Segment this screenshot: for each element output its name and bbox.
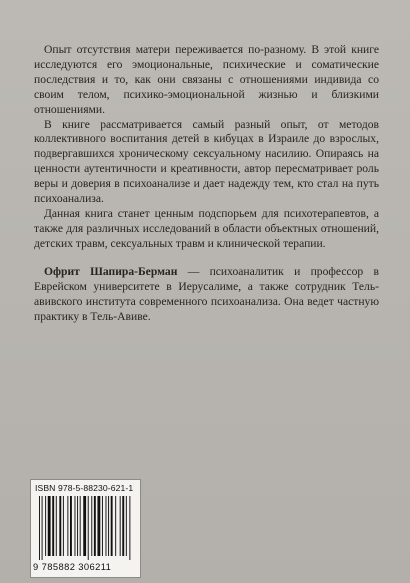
annotation-paragraph: В книге рассматривается самый разный опыт, от методов коллективного воспитания детей в кибуцах в Израиле до взрослых, подвергавшихся хроническому сексуальному насилию. Опираясь на ценности аутентичности и креативности, автор пересматривает роль веры и доверия в психоанализе и дает надежду тем, кто стал на путь психоанализа. [34, 117, 379, 206]
annotation-paragraph: Данная книга станет ценным подспорьем для психотерапевтов, а также для различных исследований в области объектных отношений, детских травм, сексуальных травм и клинической терапии. [34, 206, 379, 250]
annotation-paragraph: Опыт отсутствия матери переживается по-разному. В этой книге исследуются его эмоциональные, психические и соматические последствия и то, как они связаны с отношениями индивида со своим телом, психико-эмоциональной жизнью и близкими отношениями. [34, 43, 379, 116]
ean-digits: 9 785882 306211 [33, 561, 112, 572]
barcode-image [37, 496, 135, 560]
author-bio [34, 265, 379, 325]
isbn-number: ISBN 978-5-88230-621-1 [35, 483, 134, 493]
author-description: — психоаналитик и профессор в Еврейском университете в Иерусалиме, а также сотрудник Тель-авивского института современного психоанализа. Она ведет частную практику в Тель-Авиве. [34, 265, 379, 323]
author-name: Офрит Шапира-Берман [44, 265, 178, 278]
author-paragraph [34, 265, 379, 325]
annotation-text [34, 43, 379, 252]
isbn-barcode-label [30, 479, 141, 578]
